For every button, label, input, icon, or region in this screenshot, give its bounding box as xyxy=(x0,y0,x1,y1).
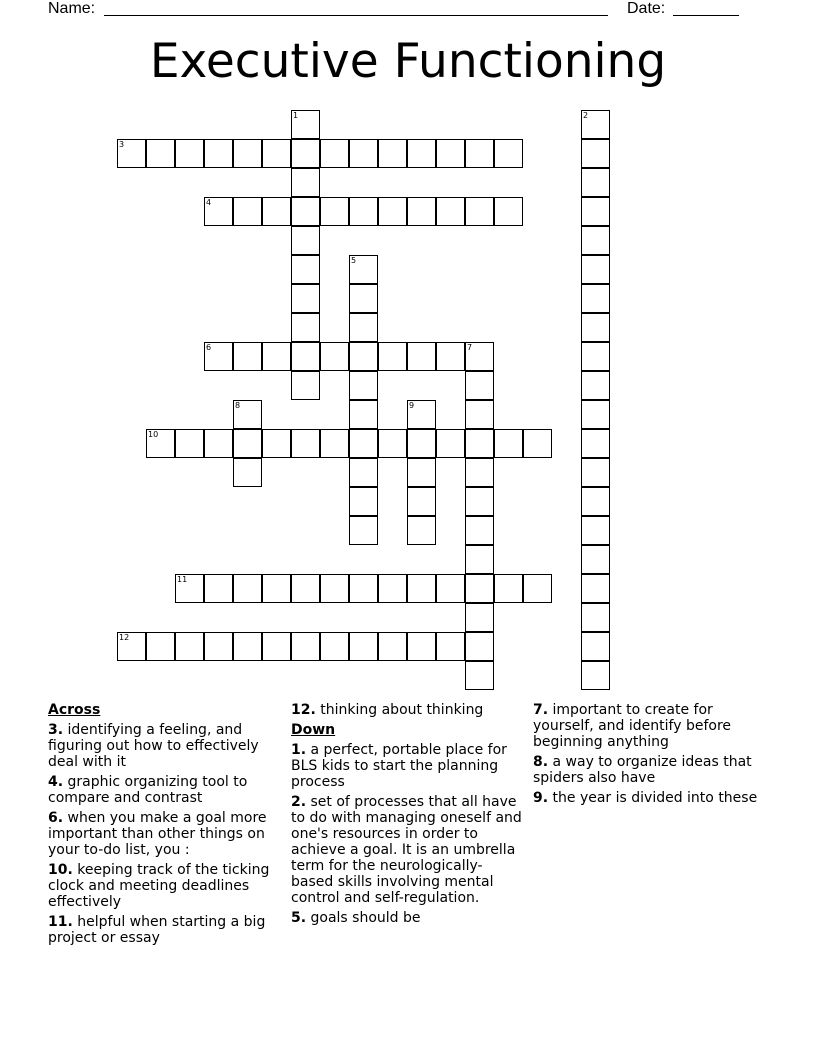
grid-cell[interactable] xyxy=(262,632,291,661)
page-title: Executive Functioning xyxy=(149,34,667,89)
grid-cell[interactable] xyxy=(291,574,320,603)
grid-cell[interactable] xyxy=(320,632,349,661)
grid-cell[interactable] xyxy=(465,371,494,400)
grid-cell[interactable] xyxy=(436,632,465,661)
grid-cell[interactable] xyxy=(204,197,233,226)
grid-cell[interactable] xyxy=(407,516,436,545)
down-heading: Down xyxy=(291,722,336,738)
grid-cell[interactable] xyxy=(523,574,552,603)
grid-cell[interactable] xyxy=(494,429,523,458)
clue-number: 5 xyxy=(351,256,357,265)
grid-cell[interactable] xyxy=(233,458,262,487)
grid-cell[interactable] xyxy=(523,429,552,458)
grid-cell[interactable] xyxy=(581,632,610,661)
grid-cell[interactable] xyxy=(465,574,494,603)
grid-cell[interactable] xyxy=(291,342,320,371)
clue-across-3: 3. identifying a feeling, and figuring out how to effectively deal with it xyxy=(48,722,259,770)
grid-cell[interactable] xyxy=(262,429,291,458)
grid-cell[interactable] xyxy=(581,603,610,632)
grid-cell[interactable] xyxy=(117,139,146,168)
grid-cell[interactable] xyxy=(291,139,320,168)
grid-cell[interactable] xyxy=(465,458,494,487)
grid-cell[interactable] xyxy=(581,197,610,226)
grid-cell[interactable] xyxy=(349,574,378,603)
grid-cell[interactable] xyxy=(291,255,320,284)
clue-down-2: 2. set of processes that all have to do with managing oneself and one's resources in order to achieve a goal. It is an umbrella term for the neurologically-based skills involving mental control and self-regulation. xyxy=(291,794,522,906)
grid-cell[interactable] xyxy=(581,487,610,516)
clue-number: 6 xyxy=(206,343,212,352)
clue-across-4: 4. graphic organizing tool to compare and contrast xyxy=(48,774,248,806)
clue-down-5: 5. goals should be xyxy=(291,910,421,926)
name-label: Name: xyxy=(48,0,96,17)
across-heading: Across xyxy=(48,702,101,718)
grid-cell[interactable] xyxy=(465,139,494,168)
clue-number: 7 xyxy=(467,343,473,352)
grid-cell[interactable] xyxy=(378,197,407,226)
grid-cell[interactable] xyxy=(204,342,233,371)
grid-cell[interactable] xyxy=(581,255,610,284)
grid-cell[interactable] xyxy=(320,574,349,603)
clue-number: 2 xyxy=(583,111,589,120)
clue-number: 9 xyxy=(409,401,415,410)
grid-cell[interactable] xyxy=(407,458,436,487)
grid-cell[interactable] xyxy=(349,516,378,545)
grid-cell[interactable] xyxy=(465,342,494,371)
grid-cell[interactable] xyxy=(581,545,610,574)
clue-across-10: 10. keeping track of the ticking clock and meeting deadlines effectively xyxy=(48,862,270,910)
grid-cell[interactable] xyxy=(407,487,436,516)
grid-cell[interactable] xyxy=(378,429,407,458)
grid-cell[interactable] xyxy=(494,139,523,168)
grid-cell[interactable] xyxy=(436,429,465,458)
grid-cell[interactable] xyxy=(262,342,291,371)
grid-cell[interactable] xyxy=(581,400,610,429)
grid-cell[interactable] xyxy=(465,516,494,545)
clue-number: 12 xyxy=(119,633,130,642)
grid-cell[interactable] xyxy=(407,197,436,226)
grid-cell[interactable] xyxy=(465,429,494,458)
grid-cell[interactable] xyxy=(291,197,320,226)
grid-cell[interactable] xyxy=(436,197,465,226)
grid-cell[interactable] xyxy=(465,400,494,429)
grid-cell[interactable] xyxy=(581,313,610,342)
grid-cell[interactable] xyxy=(349,371,378,400)
grid-cell[interactable] xyxy=(146,429,175,458)
clue-across-12: 12. thinking about thinking xyxy=(291,702,484,718)
grid-cell[interactable] xyxy=(407,400,436,429)
grid-cell[interactable] xyxy=(146,632,175,661)
grid-cell[interactable] xyxy=(233,632,262,661)
grid-cell[interactable] xyxy=(320,429,349,458)
grid-cell[interactable] xyxy=(262,197,291,226)
grid-cell[interactable] xyxy=(378,632,407,661)
grid-cell[interactable] xyxy=(407,574,436,603)
grid-cell[interactable] xyxy=(262,574,291,603)
grid-cell[interactable] xyxy=(494,197,523,226)
clue-number: 8 xyxy=(235,401,241,410)
grid-cell[interactable] xyxy=(233,197,262,226)
grid-cell[interactable] xyxy=(349,632,378,661)
clues-column-2 xyxy=(291,702,523,930)
grid-cell[interactable] xyxy=(349,400,378,429)
clue-down-7: 7. important to create for yourself, and identify before beginning anything xyxy=(533,702,732,750)
grid-cell[interactable] xyxy=(465,545,494,574)
clue-number: 10 xyxy=(148,430,159,439)
grid-cell[interactable] xyxy=(233,400,262,429)
grid-cell[interactable] xyxy=(291,313,320,342)
grid-cell[interactable] xyxy=(581,284,610,313)
grid-cell[interactable] xyxy=(117,632,146,661)
grid-cell[interactable] xyxy=(204,574,233,603)
grid-cell[interactable] xyxy=(349,313,378,342)
grid-cell[interactable] xyxy=(436,574,465,603)
grid-cell[interactable] xyxy=(581,661,610,690)
clue-across-11: 11. helpful when starting a big project or essay xyxy=(48,914,266,946)
grid-cell[interactable] xyxy=(349,197,378,226)
grid-cell[interactable] xyxy=(175,429,204,458)
grid-cell[interactable] xyxy=(262,139,291,168)
grid-cell[interactable] xyxy=(581,342,610,371)
grid-cell[interactable] xyxy=(233,574,262,603)
grid-cell[interactable] xyxy=(204,429,233,458)
clue-down-1: 1. a perfect, portable place for BLS kids to start the planning process xyxy=(291,742,507,790)
grid-cell[interactable] xyxy=(349,429,378,458)
clue-number: 4 xyxy=(206,198,212,207)
grid-cell[interactable] xyxy=(233,139,262,168)
grid-cell[interactable] xyxy=(175,139,204,168)
clue-number: 1 xyxy=(293,111,299,120)
grid-cell[interactable] xyxy=(581,371,610,400)
grid-cell[interactable] xyxy=(407,139,436,168)
grid-cell[interactable] xyxy=(320,342,349,371)
grid-cell[interactable] xyxy=(291,632,320,661)
grid-cell[interactable] xyxy=(581,226,610,255)
grid-cell[interactable] xyxy=(465,661,494,690)
grid-cell[interactable] xyxy=(146,139,175,168)
clue-across-6: 6. when you make a goal more important than other things on your to-do list, you : xyxy=(48,810,267,858)
clue-number: 11 xyxy=(177,575,188,584)
grid-cell[interactable] xyxy=(291,371,320,400)
grid-cell[interactable] xyxy=(581,139,610,168)
grid-cell[interactable] xyxy=(175,574,204,603)
grid-cell[interactable] xyxy=(581,429,610,458)
grid-cell[interactable] xyxy=(465,632,494,661)
grid-cell[interactable] xyxy=(407,632,436,661)
grid-cell[interactable] xyxy=(465,197,494,226)
grid-cell[interactable] xyxy=(233,429,262,458)
grid-cell[interactable] xyxy=(320,197,349,226)
clues-column-1 xyxy=(48,702,280,950)
grid-cell[interactable] xyxy=(581,574,610,603)
grid-cell[interactable] xyxy=(436,342,465,371)
grid-cell[interactable] xyxy=(581,110,610,139)
grid-cell[interactable] xyxy=(581,458,610,487)
grid-cell[interactable] xyxy=(204,139,233,168)
grid-cell[interactable] xyxy=(407,342,436,371)
grid-cell[interactable] xyxy=(175,632,204,661)
clue-number: 3 xyxy=(119,140,125,149)
grid-cell[interactable] xyxy=(233,342,262,371)
grid-cell[interactable] xyxy=(291,429,320,458)
date-label: Date: xyxy=(627,0,666,17)
grid-cell[interactable] xyxy=(204,632,233,661)
grid-cell[interactable] xyxy=(291,226,320,255)
grid-cell[interactable] xyxy=(349,458,378,487)
grid-cell[interactable] xyxy=(436,139,465,168)
grid-cell[interactable] xyxy=(349,139,378,168)
grid-cell[interactable] xyxy=(378,139,407,168)
grid-cell[interactable] xyxy=(349,342,378,371)
grid-cell[interactable] xyxy=(291,110,320,139)
grid-cell[interactable] xyxy=(291,284,320,313)
grid-cell[interactable] xyxy=(349,255,378,284)
grid-cell[interactable] xyxy=(349,487,378,516)
grid-cell[interactable] xyxy=(349,284,378,313)
grid-cell[interactable] xyxy=(581,168,610,197)
grid-cell[interactable] xyxy=(378,342,407,371)
grid-cell[interactable] xyxy=(407,429,436,458)
grid-cell[interactable] xyxy=(494,574,523,603)
grid-cell[interactable] xyxy=(465,603,494,632)
clue-down-8: 8. a way to organize ideas that spiders also have xyxy=(533,754,752,786)
grid-cell[interactable] xyxy=(581,516,610,545)
clue-down-9: 9. the year is divided into these xyxy=(533,790,758,806)
grid-cell[interactable] xyxy=(320,139,349,168)
grid-cell[interactable] xyxy=(465,487,494,516)
grid-cell[interactable] xyxy=(378,574,407,603)
clues-column-3 xyxy=(533,702,765,810)
grid-cell[interactable] xyxy=(291,168,320,197)
